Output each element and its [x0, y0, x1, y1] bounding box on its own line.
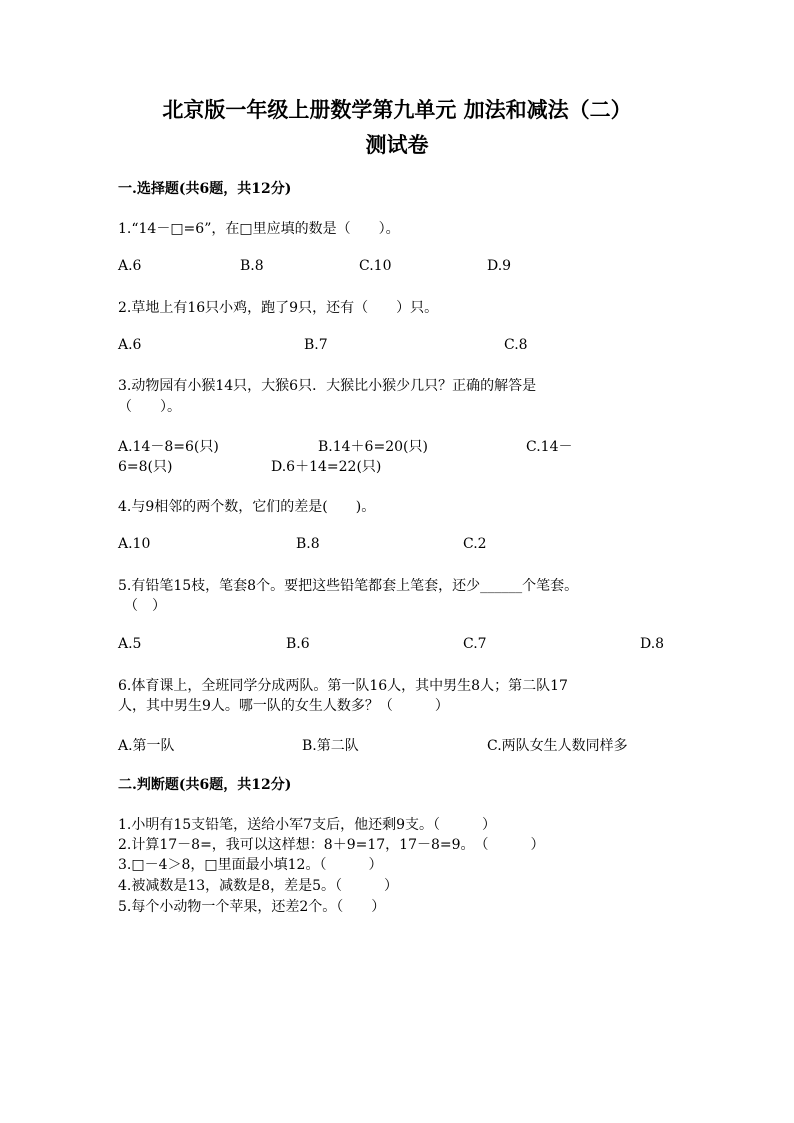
judgement-item: 5.每个小动物一个苹果，还差2个。（ ）: [118, 899, 386, 915]
question-1-option-a: A.6: [118, 258, 142, 274]
page-title-line2: 测试卷: [365, 132, 429, 157]
question-2-stem: 2.草地上有16只小鸡，跑了9只，还有（ ）只。: [118, 300, 439, 316]
question-5-stem-cont: （ ）: [124, 598, 166, 614]
question-5-option-b: B.6: [286, 636, 310, 652]
question-5-option-d: D.8: [640, 636, 665, 652]
judgement-item: 2.计算17－8=，我可以这样想：8＋9=17，17－8=9。 （ ）: [118, 837, 545, 853]
question-4-option-a: A.10: [118, 536, 151, 552]
question-3-option-c-cont: 6=8(只): [118, 459, 173, 475]
judgement-item: 3.□－4＞8，□里面最小填12。（ ）: [118, 857, 383, 873]
judgement-item: 1.小明有15支铅笔，送给小军7支后，他还剩9支。（ ）: [118, 817, 496, 833]
question-4-option-b: B.8: [296, 536, 320, 552]
question-4-option-c: C.2: [463, 536, 487, 552]
question-1-option-c: C.10: [359, 258, 392, 274]
question-2-option-b: B.7: [304, 337, 328, 353]
question-6-stem-cont: 人，其中男生9人。哪一队的女生人数多？（ ）: [118, 698, 449, 714]
question-5-stem: 5.有铅笔15枝，笔套8个。要把这些铅笔都套上笔套，还少______个笔套。: [118, 578, 579, 594]
section-heading-choice: 一.选择题(共6题，共12分): [118, 181, 292, 197]
question-3-option-b: B.14＋6=20(只): [318, 439, 428, 455]
question-2-option-c: C.8: [504, 337, 528, 353]
question-3-option-c: C.14－: [526, 439, 573, 455]
section-heading-judgement: 二.判断题(共6题，共12分): [118, 777, 292, 793]
question-1-stem: 1.“14－□=6”，在□里应填的数是（ ）。: [118, 221, 400, 237]
question-5-option-a: A.5: [118, 636, 142, 652]
question-2-option-a: A.6: [118, 337, 142, 353]
question-6-stem: 6.体育课上，全班同学分成两队。第一队16人，其中男生8人；第二队17: [118, 678, 568, 694]
question-3-option-d: D.6＋14=22(只): [271, 459, 382, 475]
question-3-stem-cont: （ ）。: [118, 399, 181, 415]
page-title: 北京版一年级上册数学第九单元 加法和减法（二）: [162, 97, 632, 122]
question-3-stem: 3.动物园有小猴14只，大猴6只．大猴比小猴少几只？正确的解答是: [118, 378, 537, 394]
question-5-option-c: C.7: [463, 636, 487, 652]
question-6-option-a: A.第一队: [118, 738, 175, 754]
question-4-stem: 4.与9相邻的两个数，它们的差是( )。: [118, 499, 376, 515]
question-3-option-a: A.14－8=6(只): [118, 439, 219, 455]
question-1-option-b: B.8: [240, 258, 264, 274]
question-6-option-b: B.第二队: [302, 738, 359, 754]
judgement-item: 4.被减数是13，减数是8，差是5。（ ）: [118, 878, 398, 894]
question-1-option-d: D.9: [487, 258, 512, 274]
question-6-option-c: C.两队女生人数同样多: [487, 738, 628, 754]
